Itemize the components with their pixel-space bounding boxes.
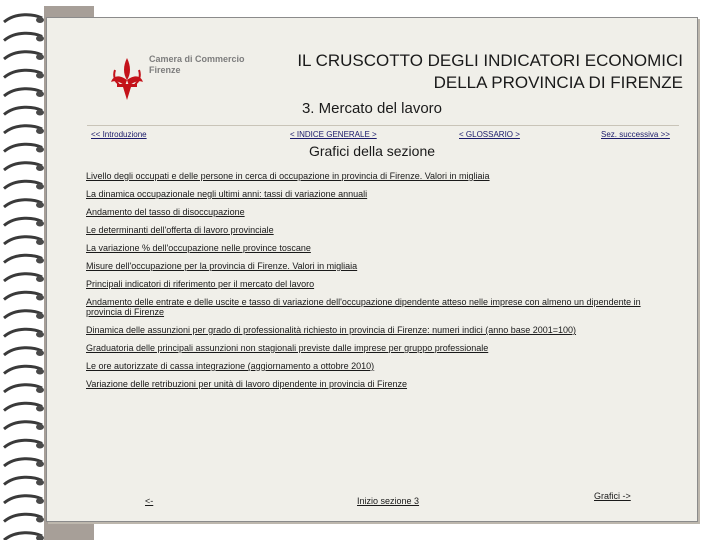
intro-link[interactable]: << Introduzione (91, 130, 147, 139)
chart-link-4[interactable]: Le determinanti dell'offerta di lavoro provinciale (86, 225, 274, 235)
binding-hole (36, 202, 44, 208)
section-title: 3. Mercato del lavoro (301, 100, 443, 117)
binding-hole (36, 535, 44, 540)
logo-line-2: Firenze (149, 65, 181, 75)
chart-link-1[interactable]: Livello degli occupati e delle persone in cerca di occupazione in provincia di Firenze. Valori in migliaia (86, 171, 490, 181)
glossary-link[interactable]: < GLOSSARIO > (459, 130, 520, 139)
section-start-link[interactable]: Inizio sezione 3 (357, 496, 420, 506)
chart-link-list (86, 171, 646, 397)
charts-heading: Grafici della sezione (308, 143, 436, 159)
binding-hole (36, 461, 44, 467)
binding-hole (36, 498, 44, 504)
next-section-link[interactable]: Sez. successiva >> (601, 130, 670, 139)
page-title (243, 50, 683, 94)
binding-hole (36, 17, 44, 23)
binding-hole (36, 387, 44, 393)
spiral-binding (0, 0, 44, 540)
binding-hole (36, 517, 44, 523)
binding-hole (36, 91, 44, 97)
binding-hole (36, 165, 44, 171)
chart-link-2[interactable]: La dinamica occupazionale negli ultimi anni: tassi di variazione annuali (86, 189, 368, 199)
chart-link-10[interactable]: Graduatoria delle principali assunzioni non stagionali previste dalle imprese per gruppo professionale (86, 343, 489, 353)
chart-link-9[interactable]: Dinamica delle assunzioni per grado di professionalità richiesto in provincia di Firenze: numeri indici (anno base 2001=100) (86, 325, 577, 335)
chart-link-5[interactable]: La variazione % dell'occupazione nelle province toscane (86, 243, 311, 253)
binding-hole (36, 424, 44, 430)
binding-hole (36, 54, 44, 60)
binding-hole (36, 110, 44, 116)
logo-line-1: Camera di Commercio (149, 54, 245, 64)
binding-hole (36, 221, 44, 227)
title-line-1: IL CRUSCOTTO DEGLI INDICATORI ECONOMICI (297, 51, 683, 70)
divider (87, 125, 679, 126)
binding-hole (36, 295, 44, 301)
slide-page (46, 17, 698, 522)
binding-hole (36, 332, 44, 338)
index-link[interactable]: < INDICE GENERALE > (290, 130, 377, 139)
chart-link-8[interactable]: Andamento delle entrate e delle uscite e tasso di variazione dell'occupazione dipendente atteso nelle imprese con almeno un dipendente in provincia di Firenze (86, 297, 641, 317)
binding-hole (36, 36, 44, 42)
binding-hole (36, 276, 44, 282)
binding-hole (36, 313, 44, 319)
binding-hole (36, 128, 44, 134)
charts-link[interactable]: Grafici -> (594, 491, 631, 501)
title-line-2: DELLA PROVINCIA DI FIRENZE (433, 73, 683, 92)
binding-hole (36, 369, 44, 375)
chart-link-11[interactable]: Le ore autorizzate di cassa integrazione (aggiornamento a ottobre 2010) (86, 361, 375, 371)
binding-hole (36, 73, 44, 79)
binding-hole (36, 480, 44, 486)
binding-hole (36, 239, 44, 245)
chart-link-12[interactable]: Variazione delle retribuzioni per unità di lavoro dipendente in provincia di Firenze (86, 379, 408, 389)
binding-hole (36, 258, 44, 264)
binding-hole (36, 350, 44, 356)
binding-hole (36, 184, 44, 190)
binding-hole (36, 443, 44, 449)
chart-link-3[interactable]: Andamento del tasso di disoccupazione (86, 207, 245, 217)
back-link[interactable]: <- (145, 496, 154, 506)
chart-link-7[interactable]: Principali indicatori di riferimento per il mercato del lavoro (86, 279, 315, 289)
binding-hole (36, 406, 44, 412)
chart-link-6[interactable]: Misure dell'occupazione per la provincia di Firenze. Valori in migliaia (86, 261, 358, 271)
binding-hole (36, 147, 44, 153)
